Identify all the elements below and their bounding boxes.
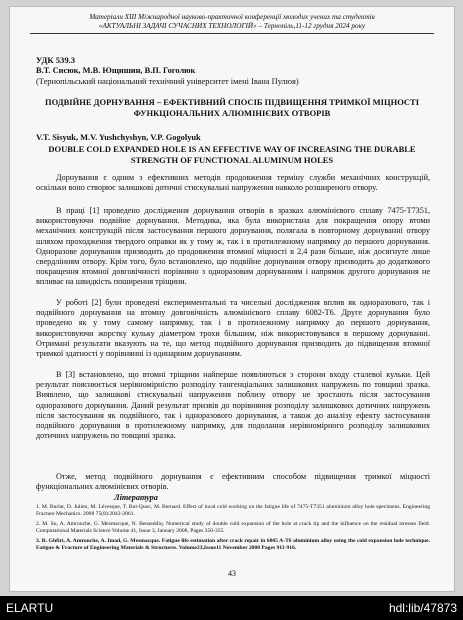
- header-line-1: Матеріали XIII Міжнародної науково-практичної конференції молодих учених та студентів: [89, 13, 375, 21]
- header-rule: [30, 33, 434, 34]
- repository-footer: [0, 596, 463, 620]
- literature-heading: Література: [114, 493, 158, 502]
- repository-name[interactable]: ELARTU: [6, 601, 54, 615]
- document-page: [9, 6, 455, 592]
- authors-en: V.T. Sisyuk, M.V. Yushchyshyn, V.P. Gogolyuk: [36, 133, 201, 142]
- title-uk: ПОДВІЙНЕ ДОРНУВАННЯ – ЕФЕКТИВНИЙ СПОСІБ ПІДВИЩЕННЯ ТРИМКОЇ МІЦНОСТІ ФУНКЦІОНАЛЬНИХ АЛЮМІНІЄВИХ ОТВОРІВ: [44, 97, 420, 118]
- udc-code: УДК 539.3: [36, 55, 76, 65]
- body-paragraph: У роботі [2] були проведені експериментальні та чисельні дослідження вплив як одноразового, так і подвійного дорнування на втомну довговічність алюмінієвого сплаву 6082-T6. Друге дорнування було проведено як у тому самому напрямку, так і в протилежному напрямку до першого дорнування, використовуючи жорстку кульку діаметром трохи більшим, ніж використовувався в першому дорнуванні. Отримані результати вказують на те, що метод подвійного дорнування призводить до підвищення втомної тримкої здатності у порівнянні із одинарним дорнуванням.: [36, 298, 430, 359]
- body-paragraph: В [3] встановлено, що втомні тріщини найперше появляються з сторони входу сталевої кульки. Цей результат пояснюється нерівномірністю розподілу тангенціальних залишкових напружень по товщині зразка. Виявлено, що залишкові стискувальні напруження поблизу отвору не зростають після застосування одноразового дорнування. Даний результат призвів до порівняння розподілу залишкових дотичних напружень після застосування як подвійного, так і одноразового дорнування, а також до аналізу ефекту застосування подвійного дорнування в протилежному напрямку, для подолання нерівномірного розподілу залишкових дотичних напружень по товщині зразка.: [36, 370, 430, 441]
- reference-item: 3. R. Ghfiri, A. Amrouche, A. Imad, G. Mesmacque. Fatigue life estimation after crack repair in 6005 A-T6 aluminium alloy using the cold expansion hole technique. Fatigue & Fracture of Engineering Materials & Structures. Volume23,Issue11 November 2000 Pages 911-916.: [36, 538, 430, 551]
- reference-list: [36, 504, 430, 555]
- page-number: 43: [228, 569, 236, 578]
- affiliation: (Тернопільський національний технічний університет імені Івана Пулюя): [36, 77, 299, 86]
- body-paragraph: Отже, метод подвійного дорнування є ефективним способом підвищення тримкої міцності функціональних алюмінієвих отворів.: [36, 472, 430, 492]
- handle-link[interactable]: hdl:lib/47873: [388, 601, 457, 615]
- conference-header: [10, 13, 454, 34]
- reference-item: 1. M. Burlat, D. Julien, M. Lévesque, T. Bui-Quoc, M. Bernard. Effect of local cold working on the fatigue life of 7475-T7351 aluminium alloy hole specimens. Engineering Fracture Mechanics. 2008 75(8):2042-2061.: [36, 504, 430, 517]
- header-line-2: «АКТУАЛЬНІ ЗАДАЧІ СУЧАСНИХ ТЕХНОЛОГІЙ» – Тернопіль,11-12 грудня 2024 року: [98, 22, 366, 30]
- body-paragraph: Дорнування є одним з ефективних методів продовження терміну служби механічних конструкцій, оскільки воно створює залишкові дотичні стискувальні напруження навколо розширеного отвору.: [36, 173, 430, 193]
- authors-uk: В.Т. Сисюк, М.В. Ющишин, В.П. Гоголюк: [36, 66, 196, 75]
- reference-item: 2. M. Su, A. Amrouche, G. Mesmacque, N. Benseddiq. Numerical study of double cold expansion of the hole at crack tip and the influence on the residual stresses field. Computational Materials Science Volume 41, Issue 3, January 2008, Pages 350-355.: [36, 521, 430, 534]
- title-en: DOUBLE COLD EXPANDED HOLE IS AN EFFECTIVE WAY OF INCREASING THE DURABLE STRENGTH OF FUNCTIONAL ALUMINUM HOLES: [48, 144, 416, 165]
- body-paragraph: В праці [1] проведено дослідження дорнування отворів в зразках алюмінієвого сплаву 7475-T7351, використовуючи подвійне дорнування. Методика, яка була використана для покращення опору втоми механічних конструкцій після застосування першого дорнування, полягала в повторному дорнуванні отвору шляхом проходження твердого оправки як у тому ж, так і в протилежному напрямку до першого дорнування. Одноразове дорнування призводить до продовження втомної міцності в 2,4 рази більше, ніж досягнуте лише свердлінням отвору. Крім того, було встановлено, що подвійне дорнування отвору призводить до додаткового покращення втомної довговічності порівняно з одноразовим дорнуванням і напрямок другого дорнування не впливає на швидкість поширення тріщини.: [36, 206, 430, 287]
